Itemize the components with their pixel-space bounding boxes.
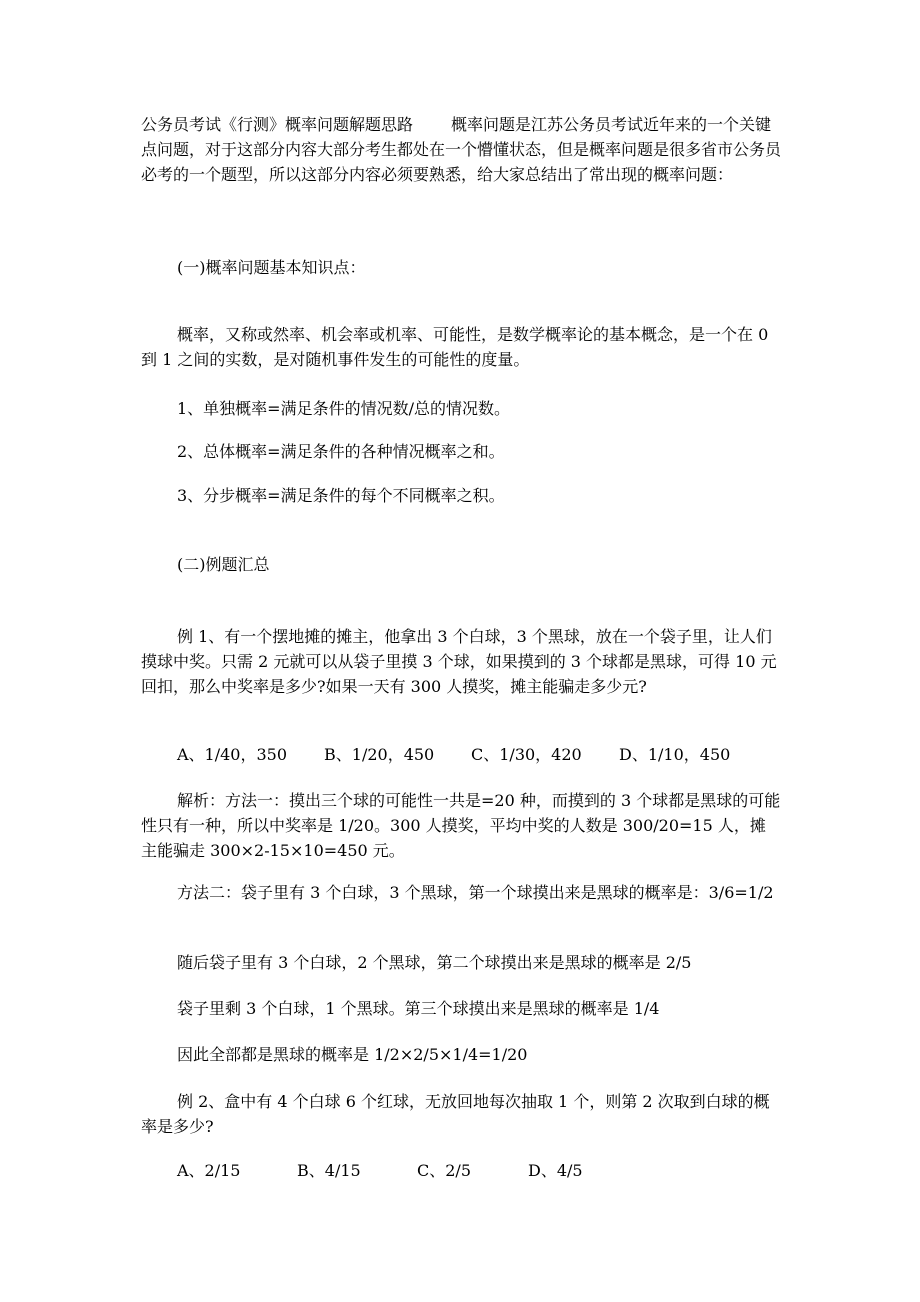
example1-option-a: A、1/40，350	[177, 745, 288, 764]
intro-paragraph	[141, 112, 781, 187]
rule-1: 1、单独概率=满足条件的情况数/总的情况数。	[177, 399, 510, 418]
example2-options	[177, 1158, 777, 1183]
example2-option-a: A、2/15	[177, 1161, 241, 1180]
rule-3: 3、分步概率=满足条件的每个不同概率之积。	[177, 486, 505, 505]
example1-conclusion: 因此全部都是黑球的概率是 1/2×2/5×1/4=1/20	[177, 1045, 528, 1064]
rule-2: 2、总体概率=满足条件的各种情况概率之和。	[177, 442, 505, 461]
example2-option-b: B、4/15	[297, 1161, 361, 1180]
example1-question: 例 1、有一个摆地摊的摊主，他拿出 3 个白球，3 个黑球，放在一个袋子里，让人们摸球中奖。只需 2 元就可以从袋子里摸 3 个球，如果摸到的 3 个球都是黑球，可得 10 元回扣，那么中奖率是多少?如果一天有 300 人摸奖，摊主能骗走多少元?	[141, 627, 777, 696]
example1-step2: 随后袋子里有 3 个白球，2 个黑球，第二个球摸出来是黑球的概率是 2/5	[177, 953, 692, 972]
example1-options	[177, 742, 777, 767]
example1-analysis: 解析：方法一：摸出三个球的可能性一共是=20 种，而摸到的 3 个球都是黑球的可能性只有一种，所以中奖率是 1/20。300 人摸奖，平均中奖的人数是 300/20=15 人，摊主能骗走 300×2-15×10=450 元。	[141, 791, 781, 860]
example1-option-c: C、1/30，420	[471, 745, 582, 764]
example1-option-d: D、1/10，450	[619, 745, 731, 764]
document-title: 公务员考试《行测》概率问题解题思路	[141, 115, 414, 134]
definition-paragraph: 概率，又称或然率、机会率或机率、可能性，是数学概率论的基本概念，是一个在 0 到 1 之间的实数，是对随机事件发生的可能性的度量。	[141, 325, 774, 369]
example2-question: 例 2、盒中有 4 个白球 6 个红球，无放回地每次抽取 1 个，则第 2 次取到白球的概率是多少?	[141, 1092, 770, 1136]
example2-option-d: D、4/5	[528, 1161, 583, 1180]
example2-option-c: C、2/5	[417, 1161, 471, 1180]
section1-heading: (一)概率问题基本知识点：	[177, 258, 366, 277]
example1-method2: 方法二：袋子里有 3 个白球，3 个黑球，第一个球摸出来是黑球的概率是：3/6=1/2	[177, 883, 774, 902]
section2-heading: (二)例题汇总	[177, 555, 270, 574]
example1-step3: 袋子里剩 3 个白球，1 个黑球。第三个球摸出来是黑球的概率是 1/4	[177, 999, 660, 1018]
example1-option-b: B、1/20，450	[324, 745, 435, 764]
intro-text: 概率问题是江苏公务员考试近年来的一个关键点问题，对于这部分内容大部分考生都处在一个懵懂状态，但是概率问题是很多省市公务员必考的一个题型，所以这部分内容必须要熟悉，给大家总结出了常出现的概率问题：	[141, 115, 782, 184]
